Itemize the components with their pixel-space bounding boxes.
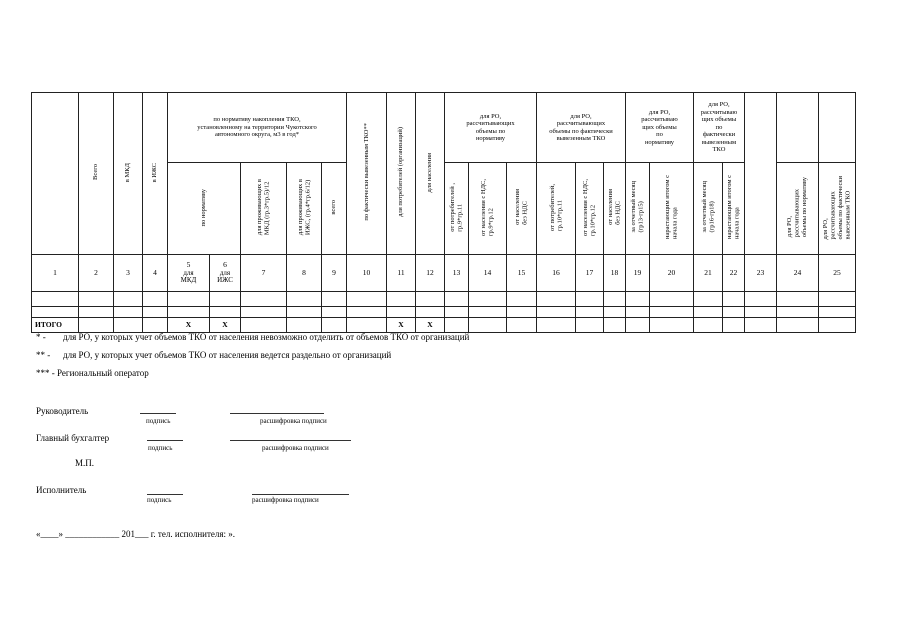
table-cell[interactable] <box>537 318 576 333</box>
table-cell <box>387 307 416 318</box>
signature-caption: подпись <box>146 417 171 425</box>
table-cell[interactable] <box>241 318 287 333</box>
col-number: 4 <box>143 255 168 292</box>
date-phone-line: «____» ____________ 201___ г. тел. исполнителя: ». <box>36 529 236 539</box>
table-cell <box>241 307 287 318</box>
col-13-header: от потребителей , гр.9*гр.11 <box>445 163 469 255</box>
table-cell <box>469 307 507 318</box>
table-cell[interactable] <box>650 318 694 333</box>
table-cell <box>507 307 537 318</box>
table-cell <box>416 307 445 318</box>
col-25-top <box>819 93 856 163</box>
table-cell <box>819 307 856 318</box>
footnote-2-mark: ** - <box>36 350 51 360</box>
col-17-header: от населения с НДС, гр.10*гр.12 <box>576 163 604 255</box>
table-cell[interactable] <box>114 292 143 307</box>
table-cell[interactable] <box>723 292 745 307</box>
footnote-1-mark: * - <box>36 332 46 342</box>
decoding-caption: расшифровка подписи <box>262 444 329 452</box>
col-18-header: от населения без НДС <box>604 163 626 255</box>
head-signature-line[interactable] <box>140 413 176 414</box>
table-cell[interactable] <box>114 318 143 333</box>
table-cell[interactable] <box>777 318 819 333</box>
table-cell <box>143 307 168 318</box>
table-cell <box>745 307 777 318</box>
col-number: 17 <box>576 255 604 292</box>
col-number: 6 <box>223 260 227 269</box>
signature-caption: подпись <box>147 496 172 504</box>
table-cell[interactable] <box>469 318 507 333</box>
table-row <box>32 307 856 318</box>
col-number: 7 <box>241 255 287 292</box>
table-cell[interactable] <box>604 292 626 307</box>
table-cell <box>537 307 576 318</box>
table-cell[interactable] <box>745 318 777 333</box>
table-cell <box>168 307 210 318</box>
table-cell[interactable] <box>576 292 604 307</box>
report-table <box>31 92 856 333</box>
table-cell <box>114 307 143 318</box>
table-cell <box>210 307 241 318</box>
table-cell <box>322 307 347 318</box>
col-5-6-header: по нормативу <box>168 163 241 255</box>
table-cell[interactable] <box>387 292 416 307</box>
group-ro-fact-header: для РО, рассчитывающих объемы по фактически вывезенным ТКО <box>537 93 626 163</box>
head-decoding-line[interactable] <box>230 413 324 414</box>
col-12-header: для населения <box>416 93 445 255</box>
col-24-top <box>777 93 819 163</box>
col-number: 9 <box>322 255 347 292</box>
footnote-2 <box>36 350 391 360</box>
table-cell[interactable] <box>445 292 469 307</box>
col-1-header <box>32 93 79 255</box>
executor-decoding-line[interactable] <box>252 494 349 495</box>
col-number: 12 <box>416 255 445 292</box>
col-22-header: нарастающим итогом с начала года <box>723 163 745 255</box>
col-number: 5 <box>186 260 191 269</box>
itogo-row <box>32 318 856 333</box>
accountant-decoding-line[interactable] <box>230 440 351 441</box>
table-row <box>32 292 856 307</box>
itogo-label: ИТОГО <box>32 318 79 333</box>
table-cell[interactable] <box>537 292 576 307</box>
table-cell <box>694 307 723 318</box>
col-3-header: в МКД <box>114 93 143 255</box>
group-ro-norm-header: для РО, рассчитывающих объемы по нормативу <box>445 93 537 163</box>
table-cell[interactable] <box>168 292 210 307</box>
table-cell[interactable] <box>626 318 650 333</box>
col-20-header: нарастающим итогом с начала года <box>650 163 694 255</box>
col-number: 23 <box>745 255 777 292</box>
table-cell <box>32 307 79 318</box>
column-numbers-row <box>32 255 856 292</box>
table-cell[interactable] <box>445 318 469 333</box>
decoding-caption: расшифровка подписи <box>260 417 327 425</box>
signature-caption: подпись <box>148 444 173 452</box>
col-number-5 <box>168 255 210 292</box>
col-number-6 <box>210 255 241 292</box>
col-24-header: для РО, рассчитывающих объемы по нормативу <box>777 163 819 255</box>
footnote-3: *** - Региональный оператор <box>36 368 149 378</box>
table-cell[interactable] <box>322 318 347 333</box>
col-number: 25 <box>819 255 856 292</box>
footnote-1-text: для РО, у которых учет объемов ТКО от населения невозможно отделить от объемов ТКО от организаций <box>63 332 470 342</box>
table-cell[interactable] <box>287 292 322 307</box>
table-cell[interactable] <box>143 292 168 307</box>
col-23-header <box>745 93 777 255</box>
table-cell <box>777 307 819 318</box>
table-cell[interactable] <box>347 318 387 333</box>
table-cell[interactable] <box>723 318 745 333</box>
col-15-header: от населения без НДС <box>507 163 537 255</box>
col-number: 21 <box>694 255 723 292</box>
table-cell <box>650 307 694 318</box>
table-cell[interactable] <box>143 318 168 333</box>
col-4-header: в ИЖС <box>143 93 168 255</box>
table-cell[interactable] <box>287 318 322 333</box>
col-number: 8 <box>287 255 322 292</box>
table-cell[interactable] <box>777 292 819 307</box>
col-number: 19 <box>626 255 650 292</box>
table-cell[interactable] <box>507 292 537 307</box>
accountant-signature-line[interactable] <box>147 440 183 441</box>
x-mark: X <box>416 318 445 333</box>
x-mark: X <box>387 318 416 333</box>
col-number: 11 <box>387 255 416 292</box>
col-21-header: за отчетный месяц (гр16-гр18) <box>694 163 723 255</box>
col-19-header: за отчетный месяц (гр13-гр15) <box>626 163 650 255</box>
x-mark: X <box>210 318 241 333</box>
col-number: 1 <box>32 255 79 292</box>
col-number: 2 <box>79 255 114 292</box>
table-cell <box>445 307 469 318</box>
table-cell <box>287 307 322 318</box>
x-mark: X <box>168 318 210 333</box>
col-number: 24 <box>777 255 819 292</box>
table-cell[interactable] <box>650 292 694 307</box>
table-cell[interactable] <box>347 292 387 307</box>
col-number: 3 <box>114 255 143 292</box>
col-number: 14 <box>469 255 507 292</box>
col-7-header: для проживающих в МКД (гр.3*гр.5)/12 <box>241 163 287 255</box>
table-cell[interactable] <box>604 318 626 333</box>
table-cell <box>723 307 745 318</box>
col-number: 22 <box>723 255 745 292</box>
col-number: 13 <box>445 255 469 292</box>
table-cell[interactable] <box>469 292 507 307</box>
col-number: 10 <box>347 255 387 292</box>
col-11-header: для потребителей (организаций) <box>387 93 416 255</box>
decoding-caption: расшифровка подписи <box>252 496 319 504</box>
col-16-header: от потребителей, гр.10*гр.11 <box>537 163 576 255</box>
table-cell[interactable] <box>576 318 604 333</box>
table-cell <box>576 307 604 318</box>
table-cell[interactable] <box>79 292 114 307</box>
table-cell[interactable] <box>416 292 445 307</box>
table-cell <box>626 307 650 318</box>
accountant-label: Главный бухгалтер <box>36 433 110 443</box>
col-5-subtitle: для МКД <box>180 268 197 285</box>
table-cell[interactable] <box>694 292 723 307</box>
group-norm-header: по нормативу накопления ТКО, установленному на территории Чукотского автономного округа, м3 в год* <box>168 93 347 163</box>
col-10-header: по фактически вывезенным ТКО** <box>347 93 387 255</box>
col-2-header: Всего <box>79 93 114 255</box>
col-number: 18 <box>604 255 626 292</box>
footnote-2-text: для РО, у которых учет объемов ТКО от населения ведется раздельно от организаций <box>63 350 392 360</box>
col-6-subtitle: для ИЖС <box>217 268 233 285</box>
group-21-22-header: для РО, рассчитываю щих объемы по фактически вывезенным ТКО <box>694 93 745 163</box>
stamp-label: М.П. <box>75 458 95 468</box>
head-label: Руководитель <box>36 406 89 416</box>
executor-signature-line[interactable] <box>147 494 183 495</box>
col-number: 16 <box>537 255 576 292</box>
col-25-header: для РО, рассчитывающих объемы по фактически вывезенным ТКО <box>819 163 856 255</box>
col-number: 20 <box>650 255 694 292</box>
table-cell[interactable] <box>32 292 79 307</box>
table-cell <box>79 307 114 318</box>
table-cell[interactable] <box>694 318 723 333</box>
col-8-header: для проживающих в ИЖС, (гр.4*гр.6/12) <box>287 163 322 255</box>
executor-label: Исполнитель <box>36 485 87 495</box>
table-cell <box>604 307 626 318</box>
table-cell[interactable] <box>322 292 347 307</box>
col-9-header: всего <box>322 163 347 255</box>
table-cell <box>347 307 387 318</box>
table-cell[interactable] <box>507 318 537 333</box>
footnote-1 <box>36 332 469 342</box>
col-14-header: от населения с НДС, гр.9*гр.12 <box>469 163 507 255</box>
table-cell[interactable] <box>241 292 287 307</box>
table-cell[interactable] <box>745 292 777 307</box>
table-cell[interactable] <box>79 318 114 333</box>
group-19-20-header: для РО, рассчитываю щих объемы по нормативу <box>626 93 694 163</box>
table-cell[interactable] <box>210 292 241 307</box>
table-cell[interactable] <box>626 292 650 307</box>
table-cell[interactable] <box>819 318 856 333</box>
table-cell[interactable] <box>819 292 856 307</box>
col-number: 15 <box>507 255 537 292</box>
